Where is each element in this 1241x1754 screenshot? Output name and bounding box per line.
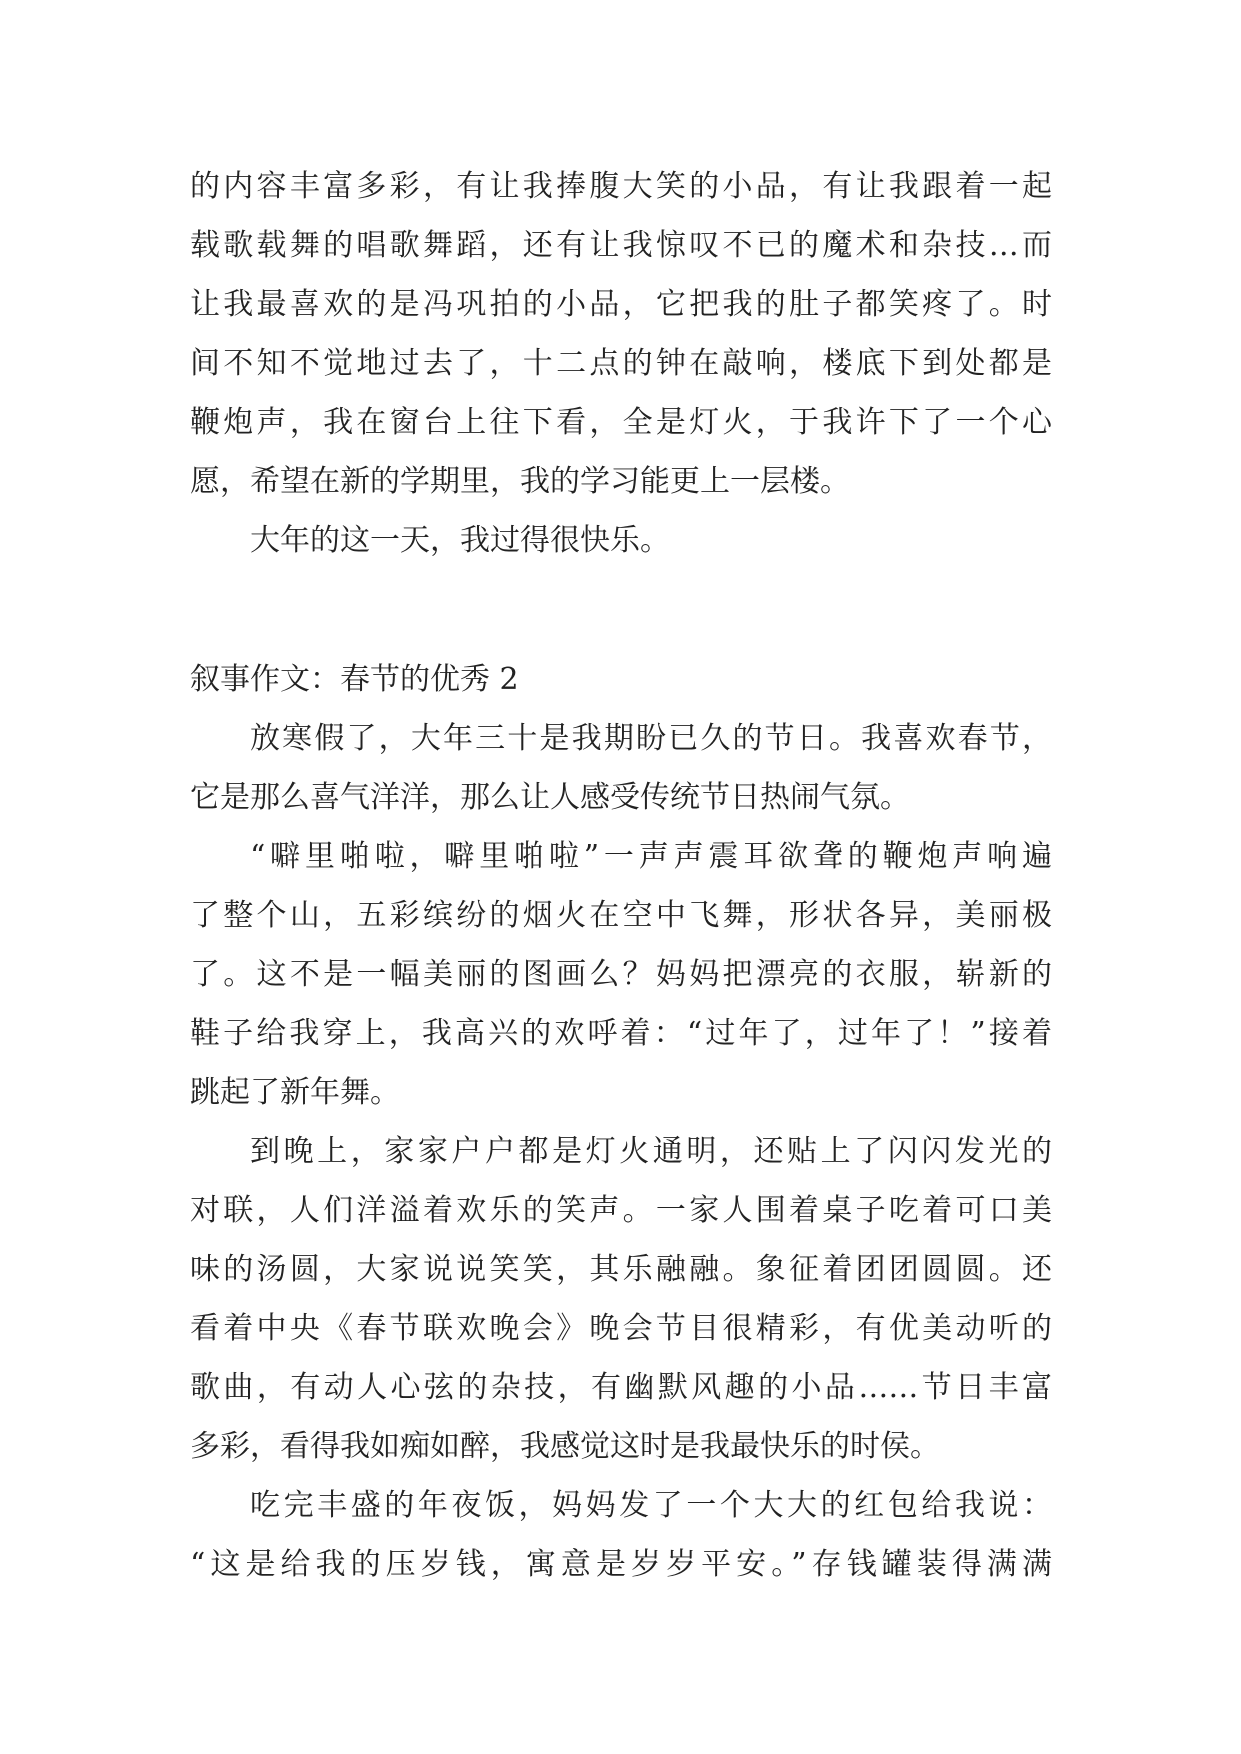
paragraph bbox=[190, 157, 1052, 511]
text-line: 对联，人们洋溢着欢乐的笑声。一家人围着桌子吃着可口美 bbox=[190, 1193, 1052, 1228]
paragraph bbox=[190, 827, 1052, 1122]
text-line: 跳起了新年舞。 bbox=[190, 1075, 400, 1110]
text-line: 鞋子给我穿上，我高兴的欢呼着：“过年了，过年了！”接着 bbox=[190, 1016, 1052, 1051]
text-line: 多彩，看得我如痴如醉，我感觉这时是我最快乐的时侯。 bbox=[190, 1429, 940, 1464]
spacer bbox=[190, 570, 1052, 650]
paragraph bbox=[190, 1122, 1052, 1476]
text-line: 了。这不是一幅美丽的图画么？妈妈把漂亮的衣服，崭新的 bbox=[190, 957, 1052, 992]
text-line: 看着中央《春节联欢晚会》晚会节目很精彩，有优美动听的 bbox=[190, 1311, 1052, 1346]
text-line: 愿，希望在新的学期里，我的学习能更上一层楼。 bbox=[190, 464, 850, 499]
text-line: 载歌载舞的唱歌舞蹈，还有让我惊叹不已的魔术和杂技…而 bbox=[190, 228, 1052, 263]
text-line: 的内容丰富多彩，有让我捧腹大笑的小品，有让我跟着一起 bbox=[190, 169, 1052, 204]
paragraph bbox=[190, 709, 1052, 827]
text-line: 大年的这一天，我过得很快乐。 bbox=[250, 523, 670, 558]
text-line: 吃完丰盛的年夜饭，妈妈发了一个大大的红包给我说： bbox=[250, 1488, 1052, 1523]
text-line: 它是那么喜气洋洋，那么让人感受传统节日热闹气氛。 bbox=[190, 780, 910, 815]
section-title: 叙事作文：春节的优秀 2 bbox=[190, 662, 519, 697]
text-line: “这是给我的压岁钱，寓意是岁岁平安。”存钱罐装得满满 bbox=[190, 1547, 1052, 1582]
paragraph bbox=[190, 1476, 1052, 1594]
text-line: 到晚上，家家户户都是灯火通明，还贴上了闪闪发光的 bbox=[250, 1134, 1052, 1169]
text-line: 了整个山，五彩缤纷的烟火在空中飞舞，形状各异，美丽极 bbox=[190, 898, 1052, 933]
text-line: 间不知不觉地过去了，十二点的钟在敲响，楼底下到处都是 bbox=[190, 346, 1052, 381]
document-body bbox=[190, 157, 1052, 1594]
text-line: “噼里啪啦，噼里啪啦”一声声震耳欲聋的鞭炮声响遍 bbox=[250, 839, 1052, 874]
text-line: 味的汤圆，大家说说笑笑，其乐融融。象征着团团圆圆。还 bbox=[190, 1252, 1052, 1287]
text-line: 歌曲，有动人心弦的杂技，有幽默风趣的小品……节日丰富 bbox=[190, 1370, 1052, 1405]
text-line: 鞭炮声，我在窗台上往下看，全是灯火，于我许下了一个心 bbox=[190, 405, 1052, 440]
paragraph bbox=[190, 511, 1052, 570]
text-line: 放寒假了，大年三十是我期盼已久的节日。我喜欢春节， bbox=[250, 721, 1052, 756]
text-line: 让我最喜欢的是冯巩拍的小品，它把我的肚子都笑疼了。时 bbox=[190, 287, 1052, 322]
